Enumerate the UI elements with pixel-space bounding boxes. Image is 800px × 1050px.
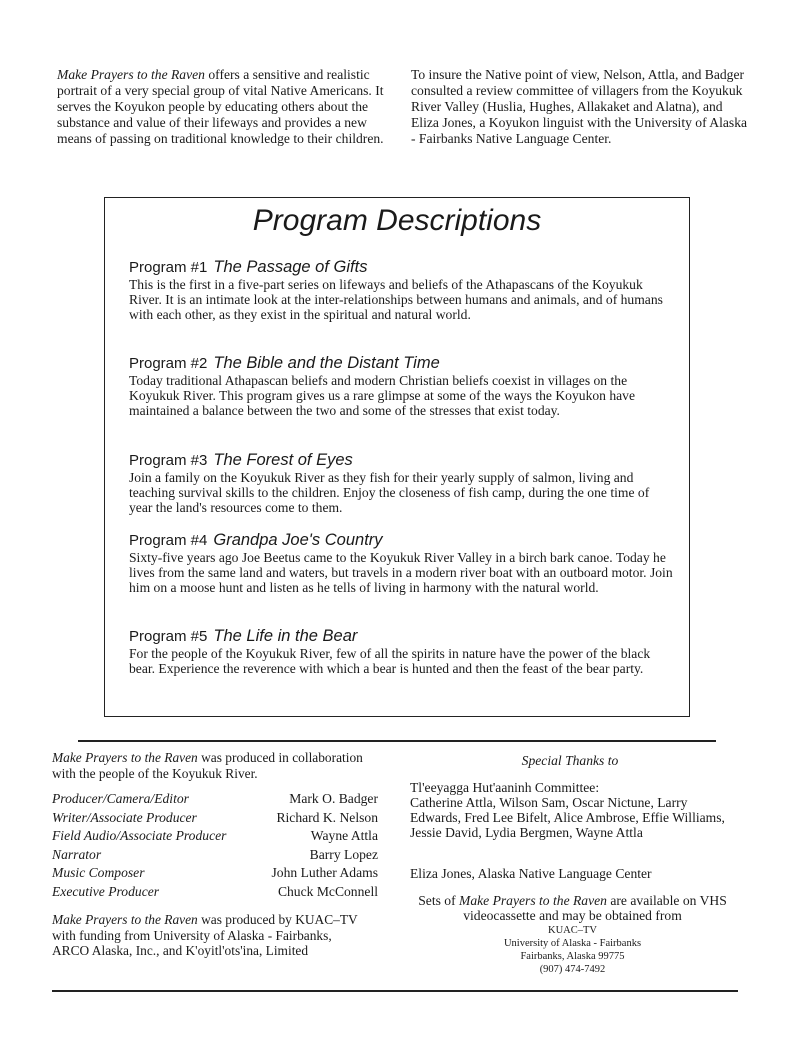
program-2 <box>129 354 674 418</box>
credit-role: Producer/Camera/Editor <box>52 791 189 806</box>
bottom-divider <box>52 990 738 992</box>
address-line: KUAC–TV <box>548 925 597 936</box>
program-number: Program #1 <box>129 259 208 276</box>
intro-left-text: offers a sensitive and realistic portrait of a very special group of vital Native Americans. It serves the Koyukon people by educating others about the substance and value of their lifeways and provides a new means of passing on traditional knowledge to their children. <box>57 67 384 146</box>
committee-members: Catherine Attla, Wilson Sam, Oscar Nictune, Larry Edwards, Fred Lee Bifelt, Alice Ambrose, Effie Williams, Jessie David, Lydia Bergmen, Wayne Attla <box>410 795 725 840</box>
program-number: Program #5 <box>129 628 208 645</box>
credit-row <box>52 864 378 883</box>
credit-role: Writer/Associate Producer <box>52 809 197 825</box>
funding-text: was produced by KUAC–TV with funding from University of Alaska - Fairbanks, ARCO Alaska, Inc., and K'oyitl'ots'ina, Limited <box>52 912 358 958</box>
credit-name: Barry Lopez <box>309 846 378 862</box>
program-number: Program #4 <box>129 532 208 549</box>
address-line: University of Alaska - Fairbanks <box>503 938 642 949</box>
credit-name: Chuck McConnell <box>277 883 378 899</box>
eliza-jones-credit: Eliza Jones, Alaska Native Language Center <box>410 866 652 881</box>
credit-name: Wayne Attla <box>310 828 378 843</box>
collaboration-note <box>52 750 382 781</box>
program-title: The Life in the Bear <box>213 627 358 645</box>
credit-role: Executive Producer <box>52 883 160 899</box>
program-body: For the people of the Koyukuk River, few of all the spirits in nature have the power of the black bear. Experience the reverence with which a bear is hunted and then the feast of the bear party. <box>129 646 651 676</box>
funding-note <box>52 912 370 959</box>
committee-block <box>410 780 740 840</box>
program-title: The Passage of Gifts <box>213 258 368 276</box>
program-number: Program #3 <box>129 452 208 469</box>
funding-film-title: Make Prayers to the Raven <box>52 912 198 927</box>
program-title: Grandpa Joe's Country <box>213 531 383 549</box>
address-line: Fairbanks, Alaska 99775 <box>520 951 625 962</box>
credit-row <box>52 790 378 809</box>
sets-film-title: Make Prayers to the Raven <box>459 893 607 908</box>
program-body: This is the first in a five-part series on lifeways and beliefs of the Athapascans of the Koyukuk River. It is an intimate look at the inter-relationships between humans and animals, and of humans with each other, as they exist in the spiritual and natural world. <box>129 277 663 322</box>
credit-role: Field Audio/Associate Producer <box>52 828 227 843</box>
credit-row <box>52 809 378 828</box>
committee-name: Tl'eeyagga Hut'aaninh Committee: <box>410 780 600 795</box>
availability-note <box>400 893 745 923</box>
credit-row <box>52 846 378 865</box>
program-descriptions-heading: Program Descriptions <box>252 204 542 237</box>
credit-name: Richard K. Nelson <box>276 809 378 825</box>
top-divider <box>78 740 716 742</box>
program-4 <box>129 531 674 595</box>
intro-left-paragraph <box>57 67 397 147</box>
program-number: Program #2 <box>129 355 208 372</box>
program-1 <box>129 258 674 322</box>
special-thanks-heading: Special Thanks to <box>521 753 619 768</box>
collab-text: was produced in collaboration with the people of the Koyukuk River. <box>52 750 363 781</box>
collab-film-title: Make Prayers to the Raven <box>52 750 198 765</box>
sets-post: are available on VHS videocassette and may be obtained from <box>463 893 727 923</box>
program-5 <box>129 627 674 676</box>
credit-name: Mark O. Badger <box>289 791 378 806</box>
program-body: Today traditional Athapascan beliefs and modern Christian beliefs coexist in villages on the Koyukuk River. This program gives us a rare glimpse at some of the ways the Koyukon have maintained a balance between the two and some of the stresses that exist today. <box>129 373 636 418</box>
program-body: Join a family on the Koyukuk River as they fish for their yearly supply of salmon, living and teaching survival skills to the children. Enjoy the closeness of fish camp, during the one time of year the land's resources come to them. <box>129 470 650 515</box>
credit-role: Narrator <box>52 846 102 862</box>
sets-pre: Sets of <box>418 893 459 908</box>
credits-roles-list <box>52 790 378 901</box>
address-line: (907) 474-7492 <box>539 964 606 975</box>
intro-film-title: Make Prayers to the Raven <box>57 67 205 82</box>
program-descriptions-box <box>104 197 690 717</box>
program-body: Sixty-five years ago Joe Beetus came to the Koyukuk River Valley in a birch bark canoe. Today he lives from the same land and waters, but travels in a modern river boat with an outboard motor. Join him on a moose hunt and listen as he tells of living in harmony with the natural world. <box>129 550 673 595</box>
program-3 <box>129 451 674 515</box>
program-title: The Forest of Eyes <box>213 451 353 469</box>
program-title: The Bible and the Distant Time <box>213 354 440 372</box>
credit-row <box>52 883 378 902</box>
intro-right-paragraph: To insure the Native point of view, Nelson, Attla, and Badger consulted a review committee of villagers from the Koyukuk River Valley (Huslia, Hughes, Allakaket and Alatna), and Eliza Jones, a Koyukon linguist with the University of Alaska - Fairbanks Native Language Center. <box>411 67 748 146</box>
credit-row <box>52 827 378 846</box>
credit-role: Music Composer <box>52 865 145 880</box>
credit-name: John Luther Adams <box>271 865 378 880</box>
distributor-address <box>400 924 745 976</box>
